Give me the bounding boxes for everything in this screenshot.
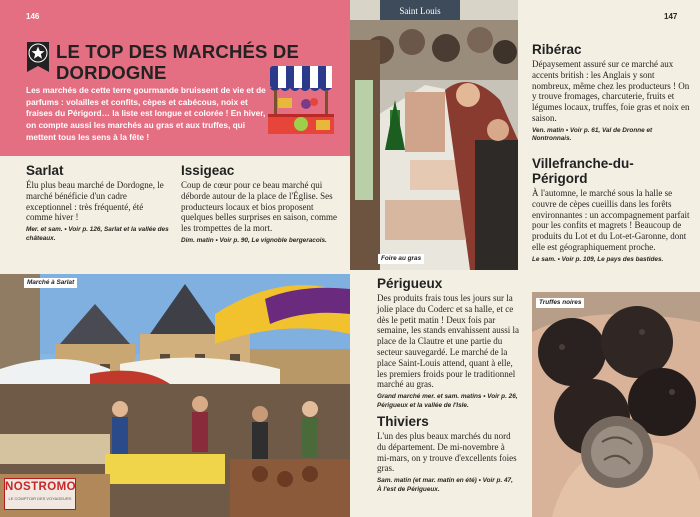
- page-number-right: 147: [664, 12, 678, 21]
- section-issigeac: [181, 163, 341, 246]
- foire-au-gras-illustration: [350, 0, 518, 270]
- page-number-left: 146: [26, 12, 40, 21]
- photo-truffes-noires: [532, 292, 700, 517]
- section-title: Sarlat: [26, 163, 64, 178]
- section-sarlat: [26, 163, 171, 243]
- section-villefranche: [532, 156, 692, 264]
- section-text: À l'automne, le marché sous la halle se couvre de cèpes cueillis dans les forêts environnantes : un accompagnement parfait pour les confits et magrets ! Beaucoup de produits du Lot et du Lot-et-Garonne, dont elle est géographiquement proche.: [532, 188, 690, 252]
- section-text: L'un des plus beaux marchés du nord du département. De mi-novembre à mi-mars, on y trouve d'excellents foies gras.: [377, 431, 517, 474]
- section-meta: Grand marché mer. et sam. matins • Voir p. 26, Périgueux et la vallée de l'Isle.: [377, 393, 518, 409]
- section-meta: Dim. matin • Voir p. 90, Le vignoble bergeracois.: [181, 236, 327, 244]
- section-meta: Ven. matin • Voir p. 61, Val de Dronne et Nontronnais.: [532, 126, 653, 143]
- page-title: LE TOP DES MARCHÉS DE DORDOGNE: [56, 41, 300, 83]
- section-text: Des produits frais tous les jours sur la jolie place du Coderc et sa halle, et ce dès le petit matin ! Deux fois par semaine, les stands envahissent aussi la place de la Clautre et une partie du secteur sauvegardé. Le marché de la place Saint-Louis attend, quant à elle, les premiers froids pour le traditionnel marché au gras.: [377, 293, 519, 390]
- section-text: Élu plus beau marché de Dordogne, le marché bénéficie d'un cadre exceptionnel : très fréquenté, été comme hiver !: [26, 180, 164, 223]
- section-title: Issigeac: [181, 163, 235, 178]
- section-title: Thiviers: [377, 414, 429, 429]
- section-title: Villefranche-du-Périgord: [532, 156, 634, 186]
- photo-foire-au-gras: [350, 0, 518, 270]
- logo-subtitle: LE COMPTOIR DES VOYAGEURS: [8, 496, 72, 501]
- photo-sign-text: Saint Louis: [399, 6, 441, 16]
- nostromo-logo: [4, 478, 76, 510]
- section-perigueux: [377, 276, 519, 410]
- top-star-icon: [26, 42, 50, 72]
- section-text: Dépaysement assuré sur ce marché aux accents british : les Anglais y sont nombreux, même chez les producteurs ! On y trouve fromages, charcuterie, fruits et légumes locaux, truffes, foie gras et noix en saison.: [532, 59, 690, 123]
- section-title: Périgueux: [377, 276, 443, 291]
- section-text: Coup de cœur pour ce beau marché qui déborde autour de la place de l'Église. Ses producteurs locaux et bios proposent quelques belles surprises en saison, comme les trompettes de la mort.: [181, 180, 337, 234]
- section-thiviers: [377, 414, 519, 494]
- caption-foire-au-gras: Foire au gras: [378, 254, 424, 264]
- section-riberac: [532, 42, 692, 144]
- section-meta: Le sam. • Voir p. 109, Le pays des bastides.: [532, 255, 664, 263]
- section-meta: Mer. et sam. • Voir p. 126, Sarlat et la vallée des châteaux.: [26, 226, 169, 242]
- logo-name: NOSTROMO: [5, 481, 76, 493]
- market-stall-icon: [268, 64, 334, 134]
- section-meta: Sam. matin (et mar. matin en été) • Voir p. 47, À l'est de Périgueux.: [377, 477, 513, 493]
- intro-text: Les marchés de cette terre gourmande bruissent de vie et de parfums : volailles et confits, cèpes et cabécous, noix et fraises du Périgord… la liste est longue et colorée ! En hiver, on compte aussi les marchés au gras et aux truffes, qui mettent tous les sens à la fête !: [26, 85, 266, 142]
- caption-truffes-noires: Truffes noires: [536, 298, 584, 308]
- caption-marche-sarlat: Marché à Sarlat: [24, 278, 77, 288]
- truffles-illustration: [532, 292, 700, 517]
- section-title: Ribérac: [532, 42, 582, 57]
